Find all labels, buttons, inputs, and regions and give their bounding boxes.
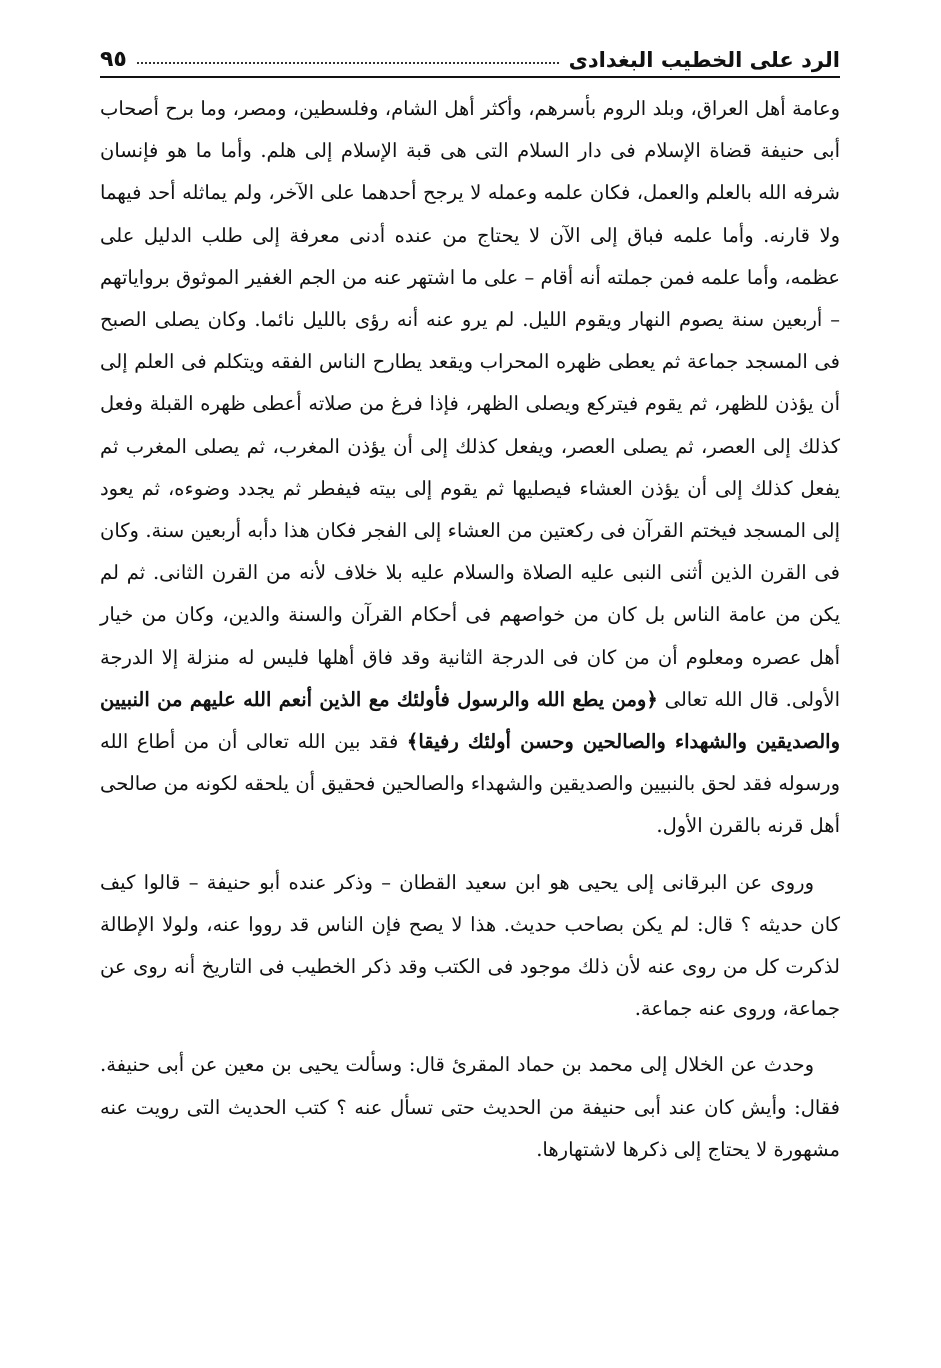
body-text (100, 88, 840, 1171)
paragraph-1 (100, 88, 840, 848)
paragraph-1-text-a: وعامة أهل العراق، وبلد الروم بأسرهم، وأكثر أهل الشام، وفلسطين، ومصر، وما برح أصحاب أبى حنيفة قضاة الإسلام فى دار السلام التى هى قبة الإسلام إلى هلم. وأما ما هو فإنسان شرفه الله بالعلم والعمل، فكان علمه وعمله لا يرجح أحدهما على الآخر، ولم يماثله أحد فيهما ولا قارنه. وأما علمه فباق إلى الآن لا يحتاج من عنده أدنى معرفة إلى طلب الدليل على عظمه، وأما علمه فمن جملته أنه أقام – على ما اشتهر عنه من الجم الغفير الموثوق برواياتهم – أربعين سنة يصوم النهار ويقوم الليل. لم يرو عنه أنه رؤى بالليل نائما. وكان يصلى الصبح فى المسجد جماعة ثم يعطى ظهره المحراب ويقعد يطارح الناس الفقه ويتكلم فى العلم إلى أن يؤذن للظهر، ثم يقوم فيتركع ويصلى الظهر، فإذا فرغ من صلاته أعطى ظهره القبلة وفعل كذلك إلى العصر، ثم يصلى العصر، ويفعل كذلك إلى أن يؤذن المغرب، ثم يصلى المغرب ثم يفعل كذلك إلى أن يؤذن العشاء فيصليها ثم يقوم إلى بيته فيفطر ثم يجدد وضوءه، ثم يعود إلى المسجد فيختم القرآن فى ركعتين من العشاء إلى الفجر فكان هذا دأبه أربعين سنة. وكان فى القرن الذين أثنى النبى عليه الصلاة والسلام عليه بلا خلاف لأنه من القرن الثانى. ثم لم يكن من عامة الناس بل كان من خواصهم فى أحكام القرآن والسنة والدين، وكان من خيار أهل عصره ومعلوم أن من كان فى الدرجة الثانية وقد فاق أهلها فليس له منزلة إلا الدرجة الأولى. قال الله تعالى (100, 97, 840, 711)
running-title: الرد على الخطيب البغدادى (568, 48, 840, 72)
book-page (100, 34, 840, 1334)
paragraph-3: وحدث عن الخلال إلى محمد بن حماد المقرئ قال: وسألت يحيى بن معين عن أبى حنيفة. فقال: وأيش كان عند أبى حنيفة من الحديث حتى تسأل عنه ؟ كتب الحديث التى رويت عنه مشهورة لا يحتاج إلى ذكرها لاشتهارها. (100, 1053, 840, 1161)
quran-verse: ﴿ومن يطع الله والرسول فأولئك مع الذين أنعم الله عليهم من النبيين والصديقين والشهداء والصالحين وحسن أولئك رفيقا﴾ (100, 687, 840, 754)
dotted-leader (137, 62, 559, 64)
page-header (100, 34, 840, 78)
paragraph-2: وروى عن البرقانى إلى يحيى هو ابن سعيد القطان – وذكر عنده أبو حنيفة – قالوا كيف كان حديثه ؟ قال: لم يكن بصاحب حديث. هذا لا يصح فإن الناس قد رووا عنه، ولولا الإطالة لذكرت كل من روى عنه لأن ذلك موجود فى الكتب وقد ذكر الخطيب فى التاريخ أنه روى عن جماعة، وروى عنه جماعة. (100, 870, 840, 1021)
paragraph-1-text-b: فقد بين الله تعالى أن من أطاع الله ورسوله فقد لحق بالنبيين والصديقين والشهداء والصالحين فحقيق أن يلحقه لكونه من صالحى أهل قرنه بالقرن الأول. (100, 730, 840, 838)
page-number: ٩٥ (100, 47, 127, 72)
